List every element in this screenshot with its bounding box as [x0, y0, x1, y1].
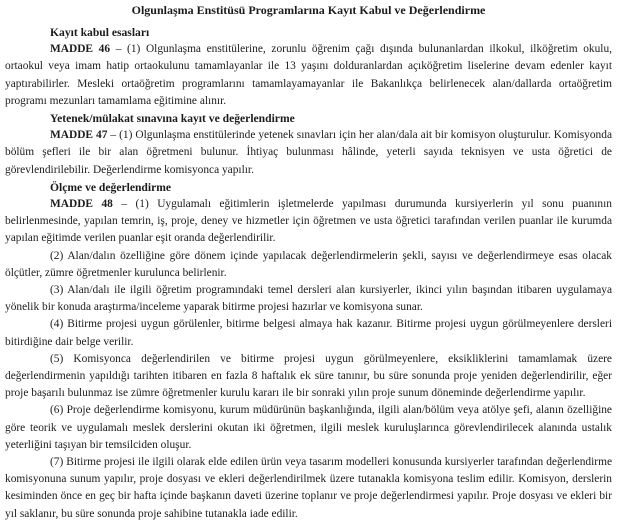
section-olcme-degerlendirme — [5, 179, 612, 523]
madde-46-label: MADDE 46 — [50, 43, 111, 56]
paragraph-madde-46 — [5, 41, 612, 110]
paragraph-madde-48 — [5, 196, 612, 248]
paragraph-madde-48-clause-4: (4) Bitirme projesi uygun görülenler, bitirme belgesi almaya hak kazanır. Bitirme projesi uygun görülmeyenlere dersleri bitirdiğine dair belge verilir. — [5, 318, 612, 348]
madde-48-clause-1-text: – (1) Uygulamalı eğitimlerin işletmelerde yapılması durumunda kursiyerlerin yıl sonu puanının belirlenmesinde, yapılan temrin, iş, proje, deney ve hizmetler için öğretmen ve usta öğretici tarafından verilen puanlar ile kurumda yapılan eğitimde verilen puanlar eşit oranda değerlendirilir. — [5, 198, 612, 245]
section-yetenek-mulakat — [5, 110, 612, 179]
document-title: Olgunlaşma Enstitüsü Programlarına Kayıt Kabul ve Değerlendirme — [131, 3, 486, 17]
paragraph-madde-47 — [5, 127, 612, 179]
paragraph-madde-48-clause-7: (7) Bitirme projesi ile ilgili olarak elde edilen ürün veya tasarım modelleri konusunda kursiyerler tarafından değerlendirme komisyonuna sunum yapılır, proje dosyası ve ekleri değerlendirilmek üzere tutanakla komisyona teslim edilir. Komisyon, derslerin kesiminden önce en geç bir hafta içinde başkanın daveti üzerine toplanır ve proje değerlendirmesi yapılır. Proje dosyası ve ekleri bir yıl saklanır, bu süre sonunda proje sahibine tutanakla iade edilir. — [5, 456, 612, 520]
madde-46-text: – (1) Olgunlaşma enstitülerine, zorunlu öğrenim çağı dışında bulunanlardan ilkokul, ilköğretim okulu, ortaokul veya imam hatip ortaokulunu tamamlayanlar ile 13 yaşını dolduranlardan açıköğretim liselerine devam edenler kayıt yaptırabilirler. Mesleki ortaöğretim programlarını tamamlayamayanlar ile Bakanlıkça belirlenecek alan/dallarda ortaöğretim programı mezunları tamamlama eğitimine alınır. — [5, 43, 613, 107]
paragraph-madde-48-clause-5: (5) Komisyonca değerlendirilen ve bitirme projesi uygun görülmeyenlere, eksikliklerini tamamlamak üzere değerlendirmenin yapıldığı tarihten itibaren en fazla 8 haftalık ek süre tanınır, bu süre sonunda proje yeniden değerlendirilir, eğer proje başarılı bulunmaz ise zümre öğretmenler kurulu kararı ile bir sonraki yılın proje sunum döneminde değerlendirme yapılır. — [5, 352, 612, 400]
paragraph-madde-48-clause-6: (6) Proje değerlendirme komisyonu, kurum müdürünün başkanlığında, ilgili alan/bölüm veya atölye şefi, alanın özelliğine göre teorik ve uygulamalı meslek derslerini okutan iki öğretmen, ilgili meslek kuruluşlarınca görevlendirilecek alanında ustalık yeterliğini taşıyan bir temsilciden oluşur. — [5, 404, 612, 451]
section-heading-olcme-degerlendirme: Ölçme ve değerlendirme — [50, 180, 172, 194]
section-heading-yetenek-mulakat: Yetenek/mülakat sınavına kayıt ve değerlendirme — [50, 112, 295, 126]
section-heading-kayit-kabul: Kayıt kabul esasları — [50, 26, 150, 39]
section-kayit-kabul-esaslari — [5, 24, 612, 110]
paragraph-madde-48-clause-2: (2) Alan/dalın özelliğine göre dönem içinde yapılacak değerlendirmelerin şekli, sayısı ve değerlendirmeye esas olacak ölçütler, zümre öğretmenler kurulunca belirlenir. — [5, 249, 612, 279]
madde-47-text: – (1) Olgunlaşma enstitülerinde yetenek sınavları için her alan/dala ait bir komisyon oluşturulur. Komisyonda bölüm şefleri ile bir alan öğretmeni bulunur. İhtiyaç bulunması hâlinde, yeterli sayıda teknisyen ve usta öğretici de görevlendirilebilir. Değerlendirme komisyonca yapılır. — [5, 129, 613, 176]
paragraph-madde-48-clause-3: (3) Alan/dalı ile ilgili öğretim programındaki temel dersleri alan kursiyerler, ikinci yılın başından itibaren uygulamaya yönelik bir konuda araştırma/inceleme yaparak bitirme projesi hazırlar ve komisyona sunar. — [5, 284, 612, 314]
madde-47-label: MADDE 47 — [50, 129, 108, 142]
madde-48-label: MADDE 48 — [50, 198, 113, 211]
